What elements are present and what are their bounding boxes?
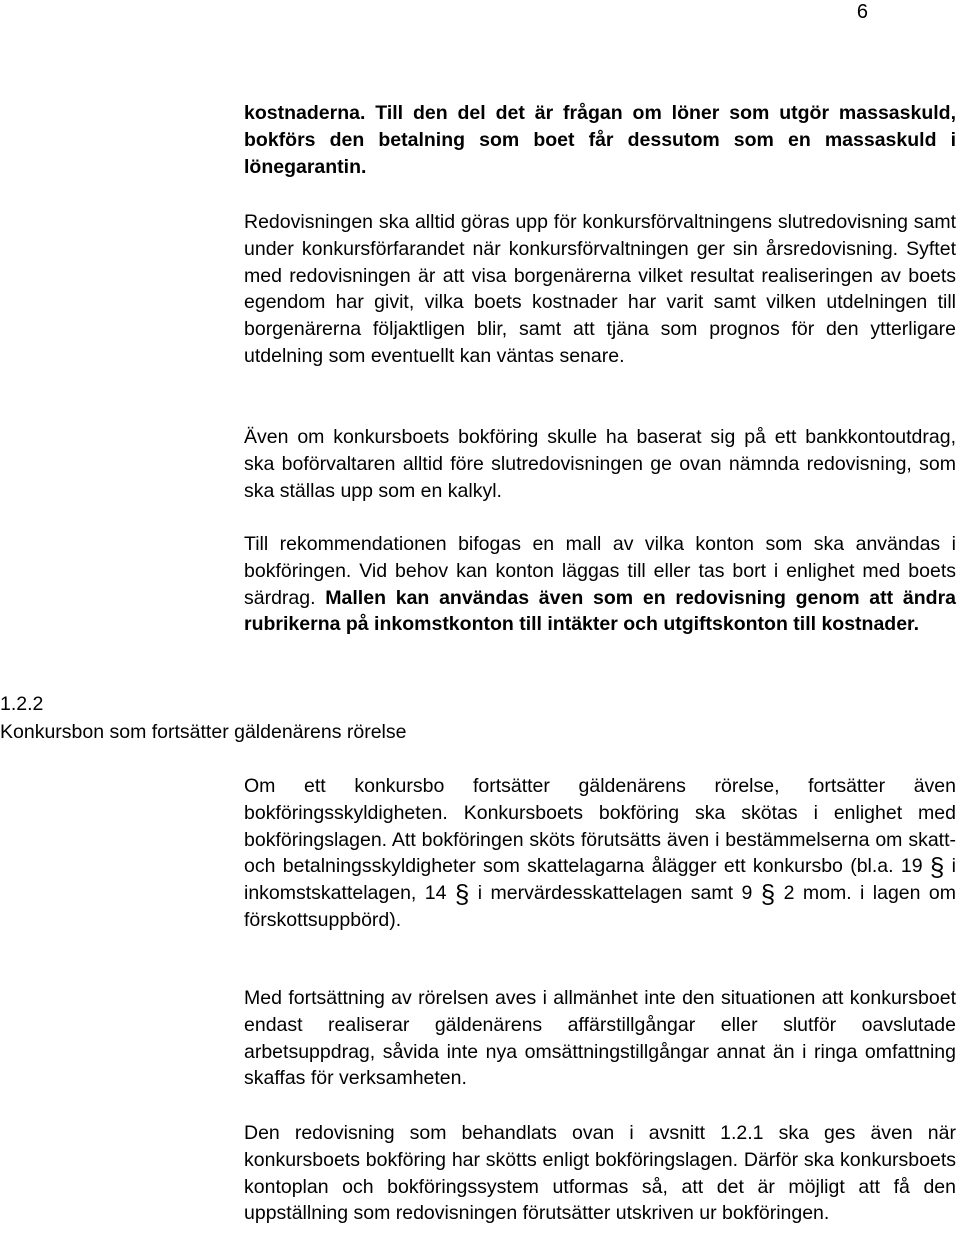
om-text-part3: i mervärdesskattelagen samt 9	[469, 882, 761, 905]
intro-bold-text: kostnaderna. Till den del det är frågan om löner som utgör massaskuld, bokförs den betalning som boet får dessutom som en massaskuld i lönegarantin.	[244, 102, 956, 178]
aven-text: Även om konkursboets bokföring skulle ha baserat sig på ett bankkontoutdrag, ska boförvaltaren alltid före slutredovisningen ge ovan nämnda redovisning, som ska ställas upp som en kalkyl.	[244, 426, 956, 502]
den-paragraph	[244, 1120, 956, 1227]
section-title: Konkursbon som fortsätter gäldenärens rörelse	[0, 721, 407, 743]
rekommendation-bold-text: Mallen kan användas även som en redovisning genom att ändra rubrikerna på inkomstkonton till intäkter och utgiftskonton till kostnader.	[244, 586, 956, 636]
om-text-part2: i inkomstskattelagen, 14	[244, 855, 957, 905]
aven-paragraph	[244, 424, 956, 504]
den-text: Den redovisning som behandlats ovan i avsnitt 1.2.1 ska ges även när konkursboets bokföring har skötts enligt bokföringslagen. Därför ska konkursboets kontoplan och bokföringssystem utformas så, att det är möjligt att få den uppställning som redovisningen förutsätter utskriven ur bokföringen.	[244, 1122, 956, 1225]
paragraph-symbol-icon: §	[454, 879, 470, 910]
om-paragraph	[244, 773, 956, 934]
paragraph-symbol-icon: §	[929, 852, 945, 883]
rekommendation-normal-text: Till rekommendationen bifogas en mall av vilka konton som ska användas i bokföringen. Vid behov kan konton läggas till eller tas bort i enlighet med boets särdrag.	[244, 533, 956, 609]
paragraph-symbol-icon: §	[760, 879, 776, 910]
om-text	[244, 773, 956, 934]
med-text: Med fortsättning av rörelsen aves i allmänhet inte den situationen att konkursboet endast realiserar gäldenärens affärstillgångar eller slutför oavslutade arbetsuppdrag, såvida inte nya omsättningstillgångar annat än i ringa omfattning skaffas för verksamheten.	[244, 987, 956, 1090]
intro-paragraph	[244, 100, 956, 180]
redovisningen-text: Redovisningen ska alltid göras upp för konkursförvaltningens slutredovisning samt under konkursförfarandet när konkursförvaltningen ger sin årsredovisning. Syftet med redovisningen är att visa borgenärerna vilket resultat realiseringen av boets egendom har givit, vilka boets kostnader har varit samt vilken utdelningen till borgenärerna följaktligen blir, samt att tjäna som prognos för den ytterligare utdelning som eventuellt kan väntas senare.	[244, 211, 956, 367]
page-number: 6	[856, 1, 868, 23]
rekommendation-paragraph	[244, 531, 956, 638]
med-paragraph	[244, 985, 956, 1092]
om-text-part1: Om ett konkursbo fortsätter gäldenärens rörelse, fortsätter även bokföringsskyldigheten. Konkursboets bokföring ska skötas i enlighet med bokföringslagen. Att bokföringen sköts förutsätts även i bestämmelserna om skatt- och betalningsskyldigheter som skattelagarna ålägger ett konkursbo (bl.a. 19	[244, 775, 956, 878]
redovisningen-paragraph	[244, 209, 956, 370]
om-text-part4: 2 mom. i lagen om förskottsuppbörd).	[244, 882, 956, 931]
section-number: 1.2.2	[0, 693, 44, 715]
rekommendation-text	[244, 531, 956, 638]
